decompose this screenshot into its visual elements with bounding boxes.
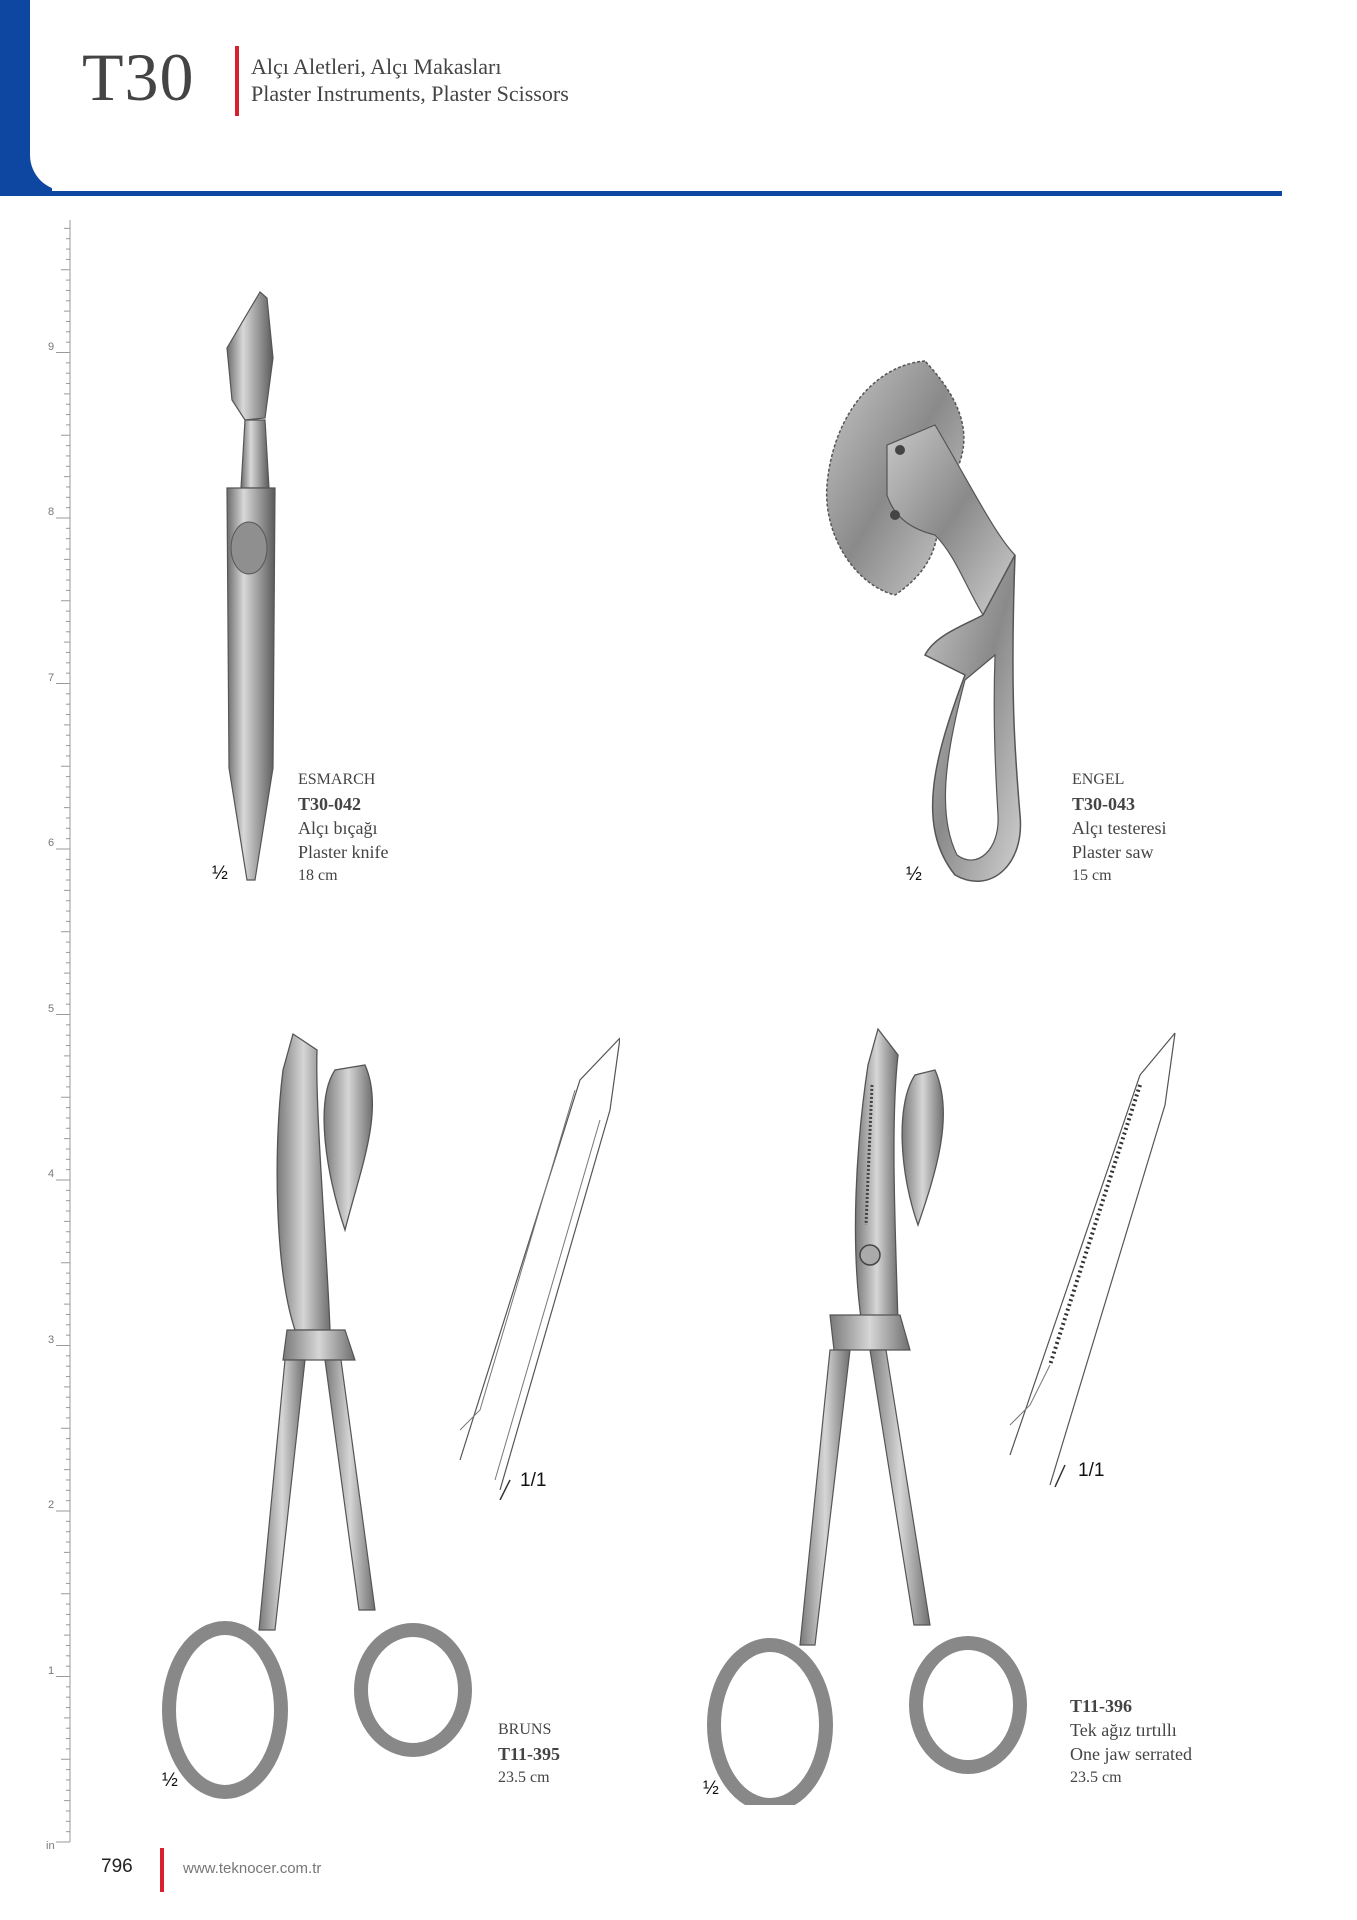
serrated-name-tr: Tek ağız tırtıllı bbox=[1070, 1720, 1177, 1740]
product-card-serrated bbox=[1070, 1694, 1192, 1790]
serrated-code: T11-396 bbox=[1070, 1696, 1133, 1716]
serrated-scissors-image bbox=[700, 1025, 1040, 1805]
product-card-knife bbox=[298, 768, 388, 888]
bruns-code: T11-395 bbox=[498, 1744, 561, 1764]
ruler-unit: in bbox=[46, 1840, 55, 1852]
page-number: 796 bbox=[101, 1856, 133, 1877]
saw-scale: ½ bbox=[906, 864, 922, 885]
ruler-mark-5: 5 bbox=[48, 1002, 55, 1015]
bruns-size: 23.5 cm bbox=[498, 1769, 550, 1786]
header-blue-line bbox=[0, 191, 1282, 196]
website-link[interactable]: www.teknocer.com.tr bbox=[183, 1860, 322, 1877]
ruler-mark-7: 7 bbox=[48, 671, 55, 684]
plaster-knife-image bbox=[205, 288, 285, 888]
section-title-tr: Alçı Aletleri, Alçı Makasları bbox=[251, 54, 502, 79]
ruler-mark-3: 3 bbox=[48, 1333, 55, 1346]
saw-brand: ENGEL bbox=[1072, 771, 1125, 788]
knife-size: 18 cm bbox=[298, 867, 338, 884]
serrated-detail-image bbox=[990, 1025, 1180, 1495]
serrated-scale: ½ bbox=[703, 1778, 719, 1799]
knife-name-tr: Alçı bıçağı bbox=[298, 818, 378, 838]
bruns-brand: BRUNS bbox=[498, 1721, 552, 1738]
section-title-en: Plaster Instruments, Plaster Scissors bbox=[251, 81, 569, 106]
ruler-mark-9: 9 bbox=[48, 340, 55, 353]
saw-name-tr: Alçı testeresi bbox=[1072, 818, 1167, 838]
footer-divider bbox=[160, 1848, 164, 1892]
ruler-mark-8: 8 bbox=[48, 506, 55, 518]
saw-size: 15 cm bbox=[1072, 867, 1112, 884]
serrated-name-en: One jaw serrated bbox=[1070, 1744, 1192, 1764]
header-panel bbox=[30, 0, 1282, 191]
ruler-mark-6: 6 bbox=[48, 837, 55, 849]
section-code: T30 bbox=[82, 39, 195, 115]
saw-name-en: Plaster saw bbox=[1072, 842, 1154, 862]
knife-brand: ESMARCH bbox=[298, 771, 376, 788]
knife-code: T30-042 bbox=[298, 794, 361, 814]
plaster-saw-image bbox=[815, 355, 1045, 895]
bruns-detail-image bbox=[440, 1030, 620, 1500]
knife-scale: ½ bbox=[212, 863, 228, 884]
inch-ruler bbox=[44, 220, 74, 1844]
saw-code: T30-043 bbox=[1072, 794, 1135, 814]
bruns-scale: ½ bbox=[162, 1770, 178, 1791]
header-divider bbox=[235, 46, 239, 116]
ruler-mark-4: 4 bbox=[48, 1168, 55, 1180]
ruler-mark-1: 1 bbox=[48, 1664, 55, 1677]
bruns-detail-scale: 1/1 bbox=[520, 1470, 547, 1491]
serrated-detail-scale: 1/1 bbox=[1078, 1460, 1105, 1481]
product-card-saw bbox=[1072, 768, 1166, 888]
product-card-bruns bbox=[498, 1718, 560, 1790]
serrated-size: 23.5 cm bbox=[1070, 1769, 1122, 1786]
ruler-mark-2: 2 bbox=[48, 1499, 55, 1511]
knife-name-en: Plaster knife bbox=[298, 842, 389, 862]
